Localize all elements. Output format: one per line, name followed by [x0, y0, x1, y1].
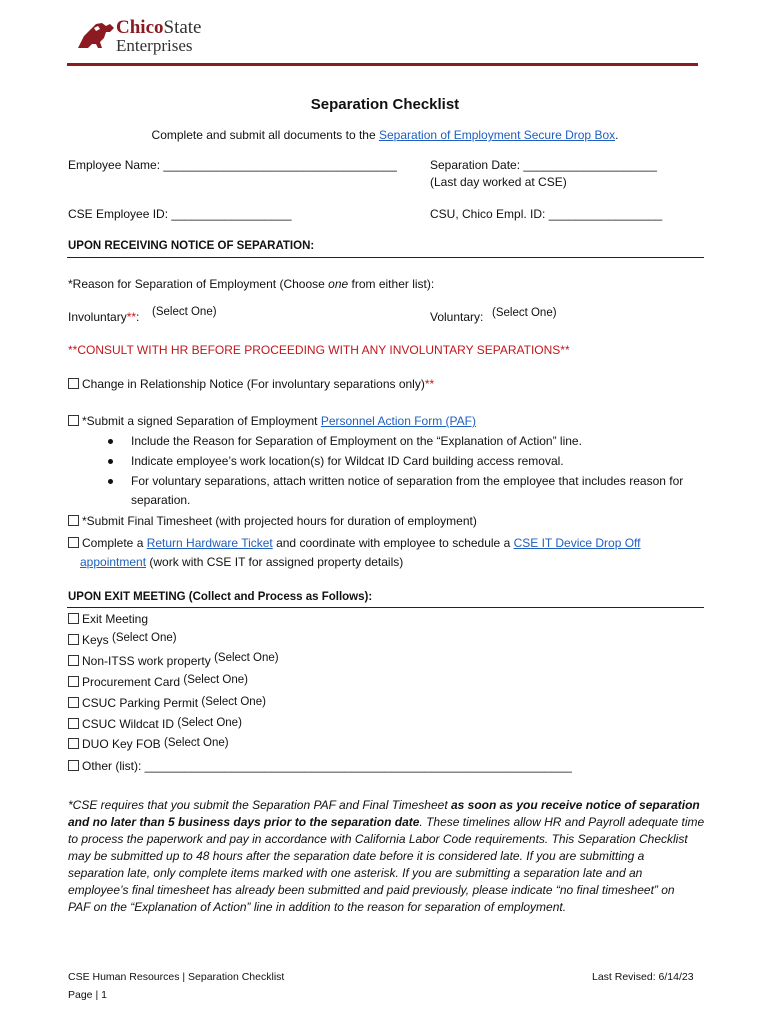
involuntary-label: Involuntary [68, 310, 127, 324]
exit-item-label: CSUC Parking Permit [82, 696, 199, 710]
exit-item-select[interactable]: (Select One) [183, 674, 248, 686]
exit-item[interactable] [68, 654, 279, 668]
exit-item-label: CSUC Wildcat ID [82, 717, 175, 731]
page-title: Separation Checklist [310, 96, 460, 113]
exit-item-label: DUO Key FOB [82, 737, 161, 751]
appointment-link[interactable]: appointment [80, 555, 147, 569]
section-heading-notice: UPON RECEIVING NOTICE OF SEPARATION: [68, 240, 315, 252]
hardware-checkbox[interactable] [68, 537, 79, 548]
section-heading-exit: UPON EXIT MEETING (Collect and Process as Follows): [68, 591, 373, 603]
reason-emphasis: one [328, 277, 349, 291]
exit-item-label: Non-ITSS work property [82, 654, 211, 668]
drop-box-link[interactable]: Separation of Employment Secure Drop Box [379, 128, 616, 142]
reason-instruction [68, 277, 434, 291]
notice-text: separation late, only complete items marked with one asterisk. If you are submitting a separation late and an [68, 866, 643, 880]
exit-item[interactable] [68, 717, 242, 731]
bullet-dot-icon [108, 459, 113, 464]
wildcat-logo-icon [76, 20, 118, 52]
paf-checkbox[interactable] [68, 415, 79, 426]
exit-checkbox[interactable] [68, 697, 79, 708]
intro-period: . [615, 128, 619, 142]
reason-text: *Reason for Separation of Employment (Choose [68, 277, 329, 291]
exit-checkbox[interactable] [68, 655, 79, 666]
voluntary-label: Voluntary: [430, 310, 484, 324]
exit-item-label[interactable]: Other (list): ________________________________________________________________ [82, 759, 572, 773]
timesheet-label: *Submit Final Timesheet (with projected hours for duration of employment) [82, 514, 477, 528]
involuntary-colon: : [136, 310, 140, 324]
exit-checkbox[interactable] [68, 676, 79, 687]
submission-notice [68, 797, 708, 916]
hardware-item-cont [80, 555, 403, 569]
logo-text-state: State [163, 17, 202, 38]
separation-date-field[interactable]: Separation Date: ____________________ [430, 158, 657, 172]
bullet-dot-icon [108, 479, 113, 484]
hardware-label-end: (work with CSE IT for assigned property details) [146, 555, 404, 569]
reason-text-end: from either list): [348, 277, 435, 291]
paf-bullet-1: Include the Reason for Separation of Employment on the “Explanation of Action” line. [131, 434, 582, 448]
paf-label: *Submit a signed Separation of Employment [82, 414, 321, 428]
timesheet-item[interactable] [68, 514, 477, 528]
exit-checkbox[interactable] [68, 634, 79, 645]
exit-item-select[interactable]: (Select One) [112, 632, 177, 644]
involuntary-asterisks: ** [126, 310, 137, 324]
exit-checkbox[interactable] [68, 738, 79, 749]
exit-item-label: Keys [82, 633, 109, 647]
notice-text: *CSE requires that you submit the Separation PAF and Final Timesheet [68, 798, 451, 812]
change-notice-checkbox[interactable] [68, 378, 79, 389]
involuntary-select[interactable]: (Select One) [152, 306, 217, 318]
footer-left: CSE Human Resources | Separation Checklist [68, 971, 285, 983]
notice-text: may be submitted up to 48 hours after the separation date before it is considered late. If you are submitting a [68, 849, 645, 863]
intro-text: Complete and submit all documents to the [151, 128, 379, 142]
exit-item[interactable] [68, 612, 148, 626]
hardware-label: Complete a [82, 536, 147, 550]
hardware-item[interactable] [68, 536, 641, 550]
section-divider [67, 607, 704, 608]
timesheet-checkbox[interactable] [68, 515, 79, 526]
exit-item-select[interactable]: (Select One) [201, 696, 266, 708]
exit-item[interactable] [68, 633, 177, 647]
bullet-dot-icon [108, 439, 113, 444]
intro-line [0, 128, 770, 142]
paf-bullet-3-cont: separation. [131, 493, 191, 507]
notice-text: employee’s final timesheet has already been submitted and paid previously, please indicate “no final timesheet” on [68, 883, 675, 897]
csu-chico-id-field[interactable]: CSU, Chico Empl. ID: _________________ [430, 207, 663, 221]
hardware-label-mid: and coordinate with employee to schedule a [272, 536, 514, 550]
change-notice-item[interactable] [68, 377, 434, 391]
exit-item-select[interactable]: (Select One) [214, 652, 279, 664]
exit-checkbox[interactable] [68, 718, 79, 729]
employee-name-field[interactable]: Employee Name: ___________________________________ [68, 158, 397, 172]
return-hardware-link[interactable]: Return Hardware Ticket [146, 536, 273, 550]
logo [76, 18, 206, 54]
notice-text: to process the paperwork and pay in accordance with California Labor Code requirements. This Separation Checklist [68, 832, 688, 846]
exit-item-label: Exit Meeting [82, 612, 149, 626]
exit-checkbox[interactable] [68, 760, 79, 771]
exit-item[interactable] [68, 696, 266, 710]
footer-page-number: Page | 1 [68, 989, 107, 1001]
notice-text: PAF on the “Explanation of Action” line in addition to the reason for separation of employment. [68, 900, 567, 914]
logo-text-chico: Chico [116, 17, 164, 38]
paf-link[interactable]: Personnel Action Form (PAF) [320, 414, 476, 428]
notice-text: . These timelines allow HR and Payroll adequate time [419, 815, 705, 829]
notice-emphasis: as soon as you receive notice of separation [450, 798, 700, 812]
paf-bullet-3: For voluntary separations, attach written notice of separation from the employee that includes reason for [131, 474, 684, 488]
change-notice-label: Change in Relationship Notice (For involuntary separations only) [82, 377, 425, 391]
paf-item[interactable] [68, 414, 476, 428]
exit-item[interactable] [68, 675, 248, 689]
paf-bullet-2: Indicate employee’s work location(s) for Wildcat ID Card building access removal. [131, 454, 564, 468]
notice-emphasis: and no later than 5 business days prior to the separation date [68, 815, 420, 829]
involuntary-row [68, 310, 139, 324]
header-divider [67, 63, 698, 66]
exit-checkbox[interactable] [68, 613, 79, 624]
exit-item-label: Procurement Card [82, 675, 181, 689]
exit-item[interactable] [68, 759, 572, 773]
device-drop-off-link[interactable]: CSE IT Device Drop Off [513, 536, 641, 550]
section-divider [67, 257, 704, 258]
exit-item-select[interactable]: (Select One) [164, 737, 229, 749]
exit-item-select[interactable]: (Select One) [177, 717, 242, 729]
footer-revised: Last Revised: 6/14/23 [592, 971, 694, 983]
voluntary-select[interactable]: (Select One) [492, 307, 557, 319]
change-notice-asterisks: ** [424, 377, 435, 391]
last-day-note: (Last day worked at CSE) [430, 175, 567, 189]
logo-text-enterprises: Enterprises [116, 36, 193, 55]
cse-employee-id-field[interactable]: CSE Employee ID: __________________ [68, 207, 292, 221]
exit-item[interactable] [68, 737, 229, 751]
consult-hr-warning: **CONSULT WITH HR BEFORE PROCEEDING WITH ANY INVOLUNTARY SEPARATIONS** [68, 343, 570, 357]
